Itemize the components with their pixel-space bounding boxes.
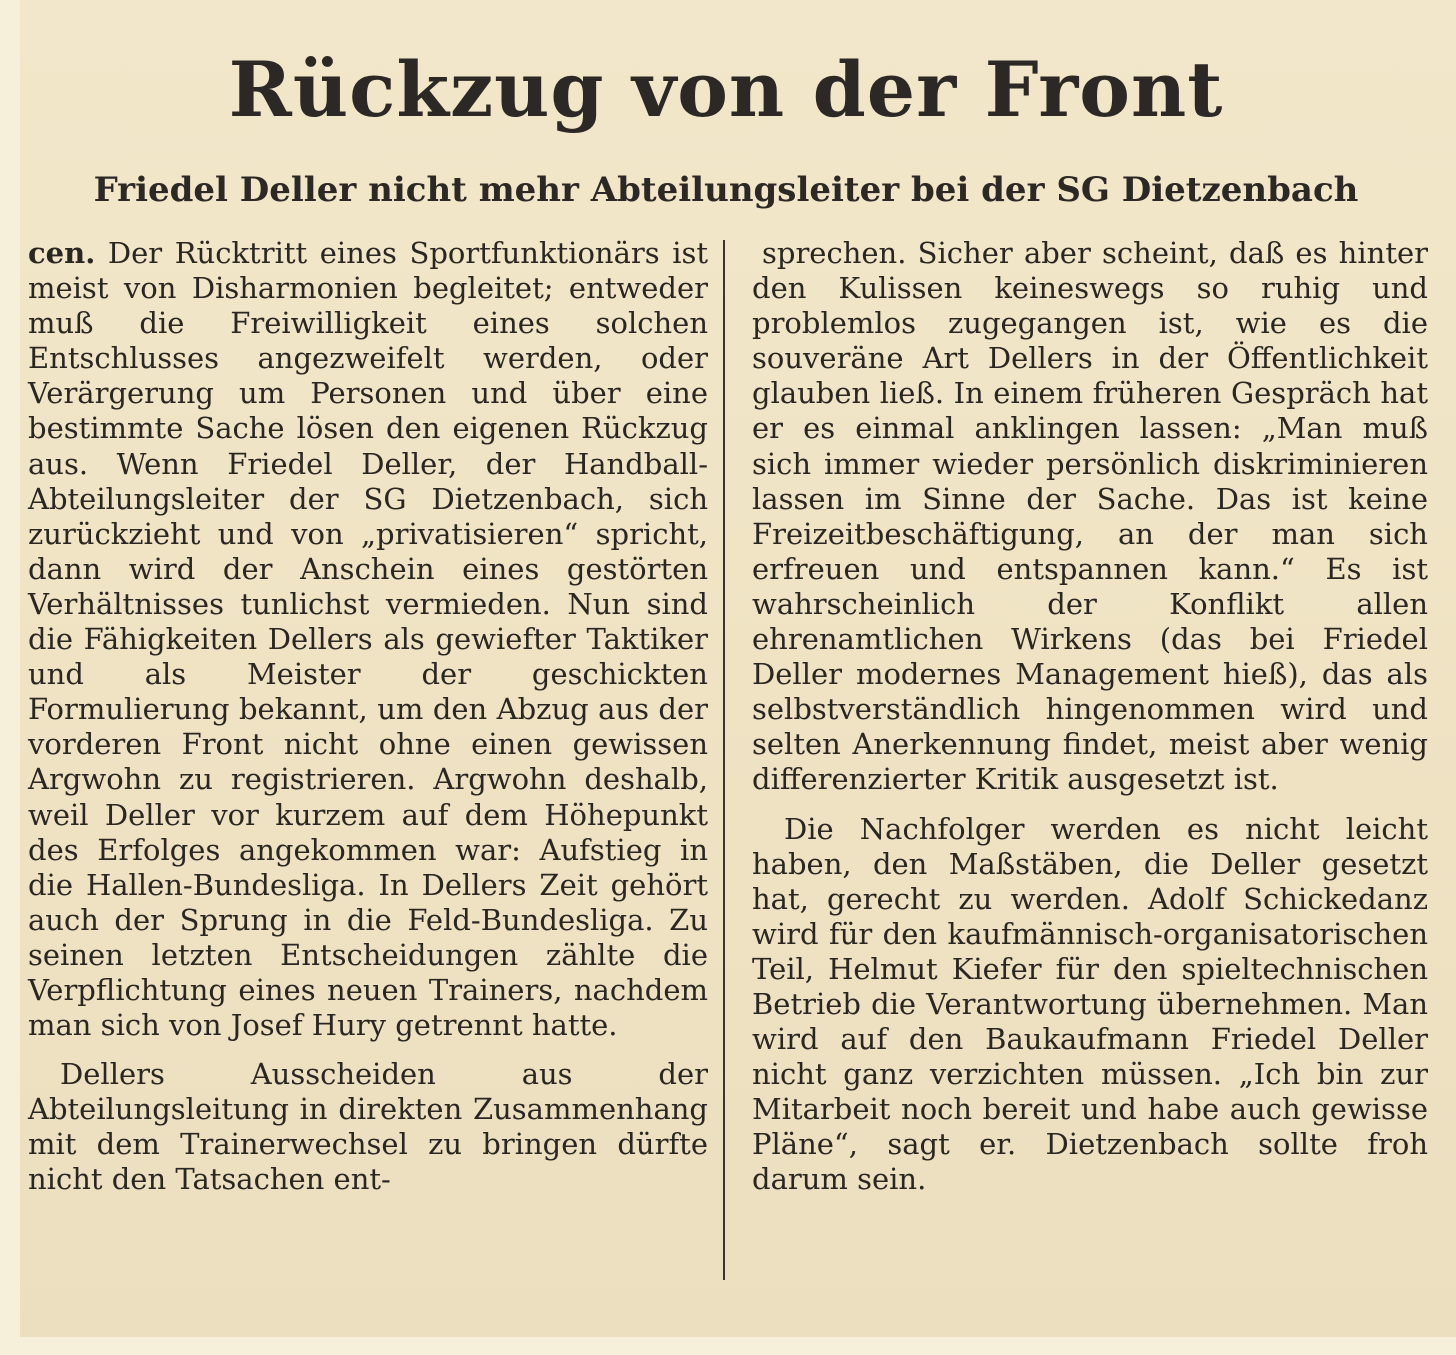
paper-edge-bottom — [0, 1337, 1456, 1355]
column-left — [28, 236, 708, 1198]
paragraph — [28, 236, 708, 1043]
paragraph: Die Nachfolger werden es nicht leicht haben, den Maßstäben, die Deller gesetzt hat, gerecht zu werden. Adolf Schickedanz wird für den kaufmännisch-organisatorischen Teil, Helmut Kiefer für den spieltechnischen Betrieb die Verantwortung übernehmen. Man wird auf den Baukaufmann Friedel Deller nicht ganz verzichten müssen. „Ich bin zur Mitarbeit noch bereit und habe auch gewisse Pläne“, sagt er. Dietzenbach sollte froh darum sein. — [752, 811, 1428, 1197]
column-right — [752, 236, 1428, 1198]
article-body — [0, 236, 1456, 1316]
subheadline: Friedel Deller nicht mehr Abteilungsleiter bei der SG Dietzenbach — [93, 170, 1359, 210]
paragraph: Dellers Ausscheiden aus der Abteilungsleitung in direkten Zusammenhang mit dem Trainerwechsel zu bringen dürfte nicht den Tatsachen ent- — [28, 1057, 708, 1197]
paragraph: sprechen. Sicher aber scheint, daß es hinter den Kulissen keineswegs so ruhig und problemlos zugegangen ist, wie es die souveräne Art Dellers in der Öffentlichkeit glauben ließ. In einem früheren Gespräch hat er es einmal anklingen lassen: „Man muß sich immer wieder persönlich diskriminieren lassen im Sinne der Sache. Das ist keine Freizeitbeschäftigung, an der man sich erfreuen und entspannen kann.“ Es ist wahrscheinlich der Konflikt allen ehrenamtlichen Wirkens (das bei Friedel Deller modernes Management hieß), das als selbstverständlich hingenommen wird und selten Anerkennung findet, meist aber wenig differenzierter Kritik ausgesetzt ist. — [752, 236, 1428, 797]
headline: Rückzug von der Front — [228, 45, 1224, 134]
paragraph-text: Der Rücktritt eines Sportfunktionärs ist meist von Disharmonien begleitet; entweder muß die Freiwilligkeit eines solchen Entschlusses angezweifelt werden, oder Verärgerung um Personen und über eine bestimmte Sache lösen den eigenen Rückzug aus. Wenn Friedel Deller, der Handball-Abteilungsleiter der SG Dietzenbach, sich zurückzieht und von „privatisieren“ spricht, dann wird der Anschein eines gestörten Verhältnisses tunlichst vermieden. Nun sind die Fähigkeiten Dellers als gewiefter Taktiker und als Meister der geschickten Formulierung bekannt, um den Abzug aus der vorderen Front nicht ohne einen gewissen Argwohn zu registrieren. Argwohn deshalb, weil Deller vor kurzem auf dem Höhepunkt des Erfolges angekommen war: Aufstieg in die Hallen-Bundesliga. In Dellers Zeit gehört auch der Sprung in die Feld-Bundesliga. Zu seinen letzten Entscheidungen zählte die Verpflichtung eines neuen Trainers, nachdem man sich von Josef Hury getrennt hatte. — [28, 236, 708, 1043]
byline: cen. — [28, 236, 96, 270]
